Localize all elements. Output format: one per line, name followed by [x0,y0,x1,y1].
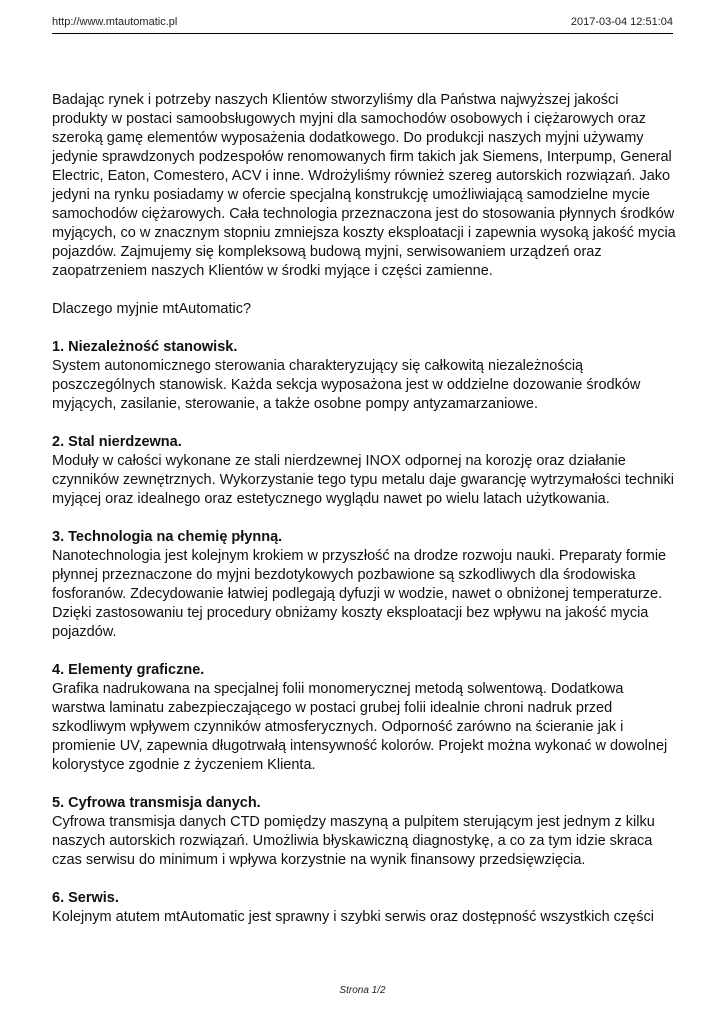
section-title: 6. Serwis. [52,890,119,906]
question-paragraph: Dlaczego myjnie mtAutomatic? [52,301,252,317]
document-body [52,91,677,946]
section-2 [52,433,677,509]
section-text: System autonomicznego sterowania charakteryzujący się całkowitą niezależnością poszczególnych stanowisk. Każda sekcja wyposażona jest w oddzielne dozowanie środków myjących, zasilanie, sterowanie, a także osobne pompy antyzamarzaniowe. [52,358,641,412]
section-title: 5. Cyfrowa transmisja danych. [52,795,261,811]
section-title: 1. Niezależność stanowisk. [52,339,238,355]
page-number: Strona 1/2 [339,985,386,996]
section-text: Cyfrowa transmisja danych CTD pomiędzy maszyną a pulpitem sterującym jest jednym z kilku naszych autorskich rozwiązań. Umożliwia błyskawiczną diagnostykę, a co za tym idzie skraca czas serwisu do minimum i wpływa korzystnie na wynik finansowy przedsięwzięcia. [52,814,655,868]
section-title: 4. Elementy graficzne. [52,662,205,678]
section-text: Nanotechnologia jest kolejnym krokiem w przyszłość na drodze rozwoju nauki. Preparaty formie płynnej przeznaczone do myjni bezdotykowych pozbawione są szkodliwych dla środowiska fosforanów. Zdecydowanie łatwiej podlegają dyfuzji w wodzie, nawet o obniżonej temperaturze. Dzięki zastosowaniu tej procedury obniżamy koszty eksploatacji bez wpływu na jakość mycia pojazdów. [52,548,667,640]
header-url: http://www.mtautomatic.pl [52,16,178,28]
section-5 [52,794,677,870]
section-4 [52,661,677,775]
intro-paragraph: Badając rynek i potrzeby naszych Klientów stworzyliśmy dla Państwa najwyższej jakości produkty w postaci samoobsługowych myjni dla samochodów osobowych i ciężarowych oraz szeroką gamę elementów wyposażenia dodatkowego. Do produkcji naszych myjni używamy jedynie sprawdzonych podzespołów renomowanych firm takich jak Siemens, Interpump, General Electric, Eaton, Comestero, ACV i inne. Wdrożyliśmy również szereg autorskich rozwiązań. Jako jedyni na rynku posiadamy w ofercie specjalną konstrukcję umożliwiającą samodzielne mycie samochodów ciężarowych. Cała technologia przeznaczona jest do stosowania płynnych środków myjących, co w znacznym stopniu zmniejsza koszty eksploatacji i zapewnia wysoką jakość mycia pojazdów. Zajmujemy się kompleksową budową myjni, serwisowaniem urządzeń oraz zaopatrzeniem naszych Klientów w środki myjące i części zamienne. [52,92,676,279]
section-text: Grafika nadrukowana na specjalnej folii monomerycznej metodą solwentową. Dodatkowa warstwa laminatu zabezpieczającego w postaci grubej folii idealnie chroni nadruk przed szkodliwym wpływem czynników atmosferycznych. Odporność zarówno na ścieranie jak i promienie UV, zapewnia długotrwałą intensywność kolorów. Projekt można wykonać w dowolnej kolorystyce zgodnie z życzeniem Klienta. [52,681,668,773]
section-6 [52,889,677,927]
header-datetime: 2017-03-04 12:51:04 [570,16,673,28]
section-1 [52,338,677,414]
section-title: 2. Stal nierdzewna. [52,434,182,450]
section-title: 3. Technologia na chemię płynną. [52,529,283,545]
section-text: Kolejnym atutem mtAutomatic jest sprawny i szybki serwis oraz dostępność wszystkich części [52,909,654,925]
section-text: Moduły w całości wykonane ze stali nierdzewnej INOX odpornej na korozję oraz działanie czynników zewnętrznych. Wykorzystanie tego typu metalu daje gwarancję wytrzymałości techniki myjącej oraz idealnego oraz estetycznego wyglądu nawet po wielu latach użytkowania. [52,453,675,507]
header-divider [52,33,673,34]
section-3 [52,528,677,642]
